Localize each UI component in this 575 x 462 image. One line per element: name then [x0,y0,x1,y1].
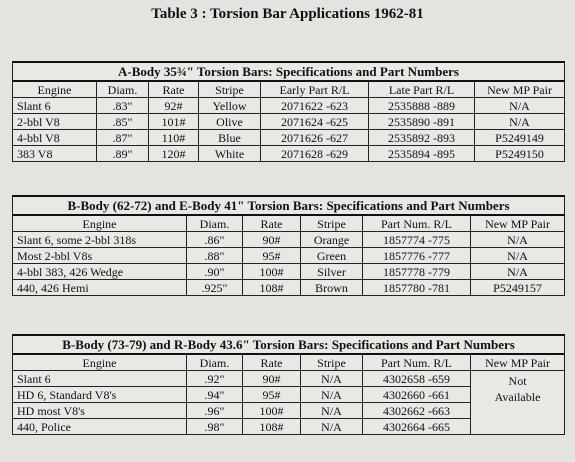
cell-late-part: 2535892 -893 [369,130,475,146]
cell-diam: .92" [187,371,243,387]
column-header: Stripe [301,354,363,371]
available-label: Available [494,390,541,404]
cell-early-part: 2071624 -625 [261,114,369,130]
column-header: Rate [149,81,199,98]
cell-stripe: Olive [199,114,261,130]
cell-mp-pair: N/A [471,232,565,248]
cell-rate: 120# [149,146,199,162]
cell-engine: 383 V8 [13,146,97,162]
cell-engine: Most 2-bbl V8s [13,248,187,264]
cell-engine: Slant 6 [13,98,97,114]
cell-late-part: 2535890 -891 [369,114,475,130]
cell-stripe: Brown [301,280,363,296]
cell-early-part: 2071628 -629 [261,146,369,162]
column-header: New MP Pair [471,354,565,371]
column-header: Diam. [187,354,243,371]
cell-part-num: 4302660 -661 [363,387,471,403]
header-row [13,354,565,371]
cell-engine: Slant 6 [13,371,187,387]
cell-part-num: 1857776 -777 [363,248,471,264]
column-header: New MP Pair [475,81,565,98]
table-row [13,130,565,146]
cell-mp-pair-not-available [471,371,565,435]
column-header: Early Part R/L [261,81,369,98]
cell-mp-pair: P5249157 [471,280,565,296]
cell-stripe: Blue [199,130,261,146]
cell-late-part: 2535888 -889 [369,98,475,114]
column-header: Diam. [187,215,243,232]
cell-rate: 110# [149,130,199,146]
cell-engine: Slant 6, some 2-bbl 318s [13,232,187,248]
cell-stripe: N/A [301,371,363,387]
cell-mp-pair: N/A [475,98,565,114]
column-header: New MP Pair [471,215,565,232]
cell-diam: .90" [187,264,243,280]
cell-mp-pair: N/A [471,264,565,280]
cell-diam: .87" [97,130,149,146]
column-header: Diam. [97,81,149,98]
cell-diam: .83" [97,98,149,114]
cell-diam: .96" [187,403,243,419]
cell-rate: 90# [243,232,301,248]
cell-diam: .925" [187,280,243,296]
cell-engine: 440, Police [13,419,187,435]
table-row [13,280,565,296]
cell-engine: HD most V8's [13,403,187,419]
cell-diam: .94" [187,387,243,403]
cell-part-num: 4302664 -665 [363,419,471,435]
cell-part-num: 4302662 -663 [363,403,471,419]
cell-stripe: Orange [301,232,363,248]
cell-engine: 4-bbl 383, 426 Wedge [13,264,187,280]
cell-engine: 4-bbl V8 [13,130,97,146]
cell-rate: 100# [243,264,301,280]
table-row [13,114,565,130]
table-row [13,232,565,248]
cell-diam: .85" [97,114,149,130]
cell-early-part: 2071622 -623 [261,98,369,114]
column-header: Engine [13,354,187,371]
cell-rate: 108# [243,280,301,296]
cell-diam: .88" [187,248,243,264]
cell-rate: 95# [243,248,301,264]
column-header: Engine [13,215,187,232]
not-label: Not [508,374,527,388]
cell-rate: 101# [149,114,199,130]
table-caption: A-Body 35¾" Torsion Bars: Specifications and Part Numbers [13,62,565,81]
a-body-table [12,61,565,162]
cell-stripe: N/A [301,419,363,435]
cell-rate: 90# [243,371,301,387]
table-row [13,248,565,264]
cell-stripe: N/A [301,403,363,419]
cell-rate: 108# [243,419,301,435]
cell-rate: 100# [243,403,301,419]
cell-early-part: 2071626 -627 [261,130,369,146]
cell-mp-pair: N/A [475,114,565,130]
cell-part-num: 1857774 -775 [363,232,471,248]
cell-stripe: Green [301,248,363,264]
column-header: Part Num. R/L [363,354,471,371]
cell-engine: HD 6, Standard V8's [13,387,187,403]
column-header: Stripe [301,215,363,232]
table-row [13,98,565,114]
column-header: Rate [243,215,301,232]
column-header: Engine [13,81,97,98]
cell-stripe: White [199,146,261,162]
cell-late-part: 2535894 -895 [369,146,475,162]
header-row [13,215,565,232]
column-header: Rate [243,354,301,371]
cell-stripe: Yellow [199,98,261,114]
table-row [13,264,565,280]
cell-stripe: Silver [301,264,363,280]
cell-engine: 2-bbl V8 [13,114,97,130]
b-body-r-body-table [12,334,565,435]
cell-part-num: 1857780 -781 [363,280,471,296]
cell-part-num: 1857778 -779 [363,264,471,280]
cell-diam: .98" [187,419,243,435]
column-header: Late Part R/L [369,81,475,98]
column-header: Part Num. R/L [363,215,471,232]
column-header: Stripe [199,81,261,98]
page-title: Table 3 : Torsion Bar Applications 1962-81 [151,6,424,22]
table-caption: B-Body (62-72) and E-Body 41" Torsion Bars: Specifications and Part Numbers [13,196,565,215]
cell-engine: 440, 426 Hemi [13,280,187,296]
cell-rate: 92# [149,98,199,114]
header-row [13,81,565,98]
cell-stripe: N/A [301,387,363,403]
cell-diam: .86" [187,232,243,248]
cell-mp-pair: N/A [471,248,565,264]
cell-part-num: 4302658 -659 [363,371,471,387]
cell-diam: .89" [97,146,149,162]
table-caption: B-Body (73-79) and R-Body 43.6" Torsion Bars: Specifications and Part Numbers [13,335,565,354]
table-row [13,371,565,387]
cell-mp-pair: P5249149 [475,130,565,146]
b-body-e-body-table [12,195,565,296]
cell-mp-pair: P5249150 [475,146,565,162]
cell-rate: 95# [243,387,301,403]
table-row [13,146,565,162]
